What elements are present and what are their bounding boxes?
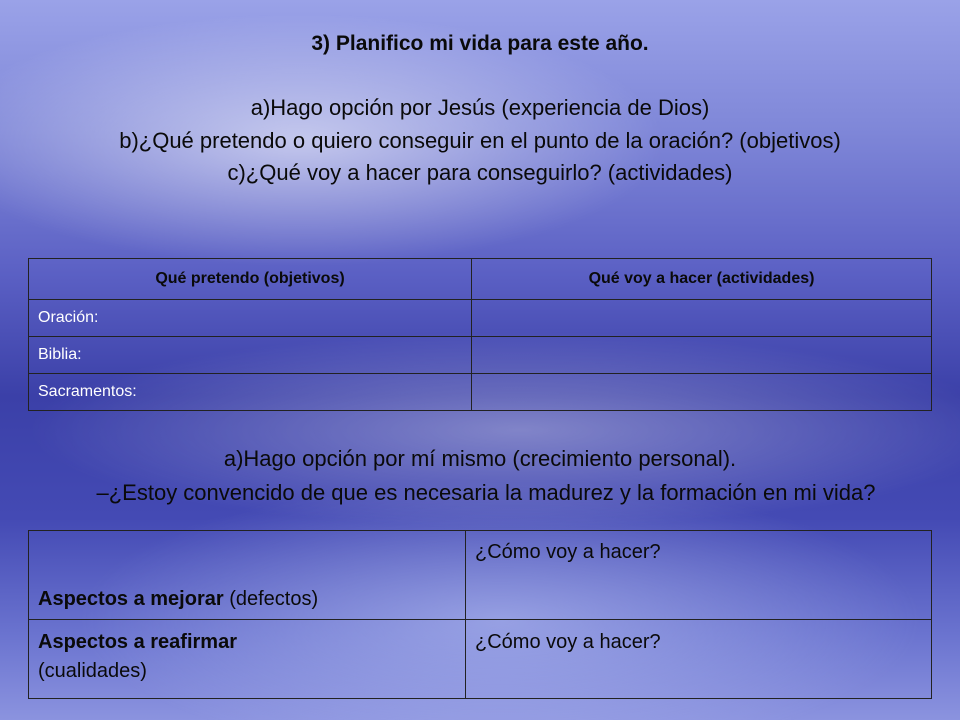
personal-growth-table [28, 530, 932, 699]
maturity-question-line: –¿Estoy convencido de que es necesaria la madurez y la formación en mi vida? [96, 480, 876, 505]
row-label-sacramentos: Sacramentos: [29, 374, 472, 411]
table-row [29, 300, 932, 337]
aspects-improve-cell [29, 531, 466, 620]
option-jesus-line: a)Hago opción por Jesús (experiencia de Dios) [250, 95, 710, 120]
objectives-header: Qué pretendo (objetivos) [29, 259, 472, 300]
aspects-reaffirm-cell [29, 620, 466, 699]
table-row [29, 374, 932, 411]
table-header-row [29, 259, 932, 300]
how-cell-improve: ¿Cómo voy a hacer? [466, 531, 932, 620]
objectives-question-line: b)¿Qué pretendo o quiero conseguir en el punto de la oración? (objetivos) [119, 128, 841, 153]
activities-header: Qué voy a hacer (actividades) [472, 259, 932, 300]
table-row [29, 337, 932, 374]
slide-title: 3) Planifico mi vida para este año. [311, 32, 649, 55]
aspects-reaffirm-note: (cualidades) [38, 660, 147, 682]
activities-question-line: c)¿Qué voy a hacer para conseguirlo? (actividades) [227, 160, 733, 185]
how-cell-reaffirm: ¿Cómo voy a hacer? [466, 620, 932, 699]
table-row [29, 531, 932, 620]
prayer-planning-table [28, 258, 932, 411]
aspects-reaffirm-label: Aspectos a reafirmar [38, 631, 237, 653]
row-label-biblia: Biblia: [29, 337, 472, 374]
activities-cell [472, 337, 932, 374]
row-label-oracion: Oración: [29, 300, 472, 337]
aspects-improve-label: Aspectos a mejorar [38, 588, 224, 610]
activities-cell [472, 374, 932, 411]
option-self-line: a)Hago opción por mí mismo (crecimiento personal). [223, 446, 737, 471]
table-row [29, 620, 932, 699]
activities-cell [472, 300, 932, 337]
aspects-improve-note: (defectos) [223, 588, 319, 610]
